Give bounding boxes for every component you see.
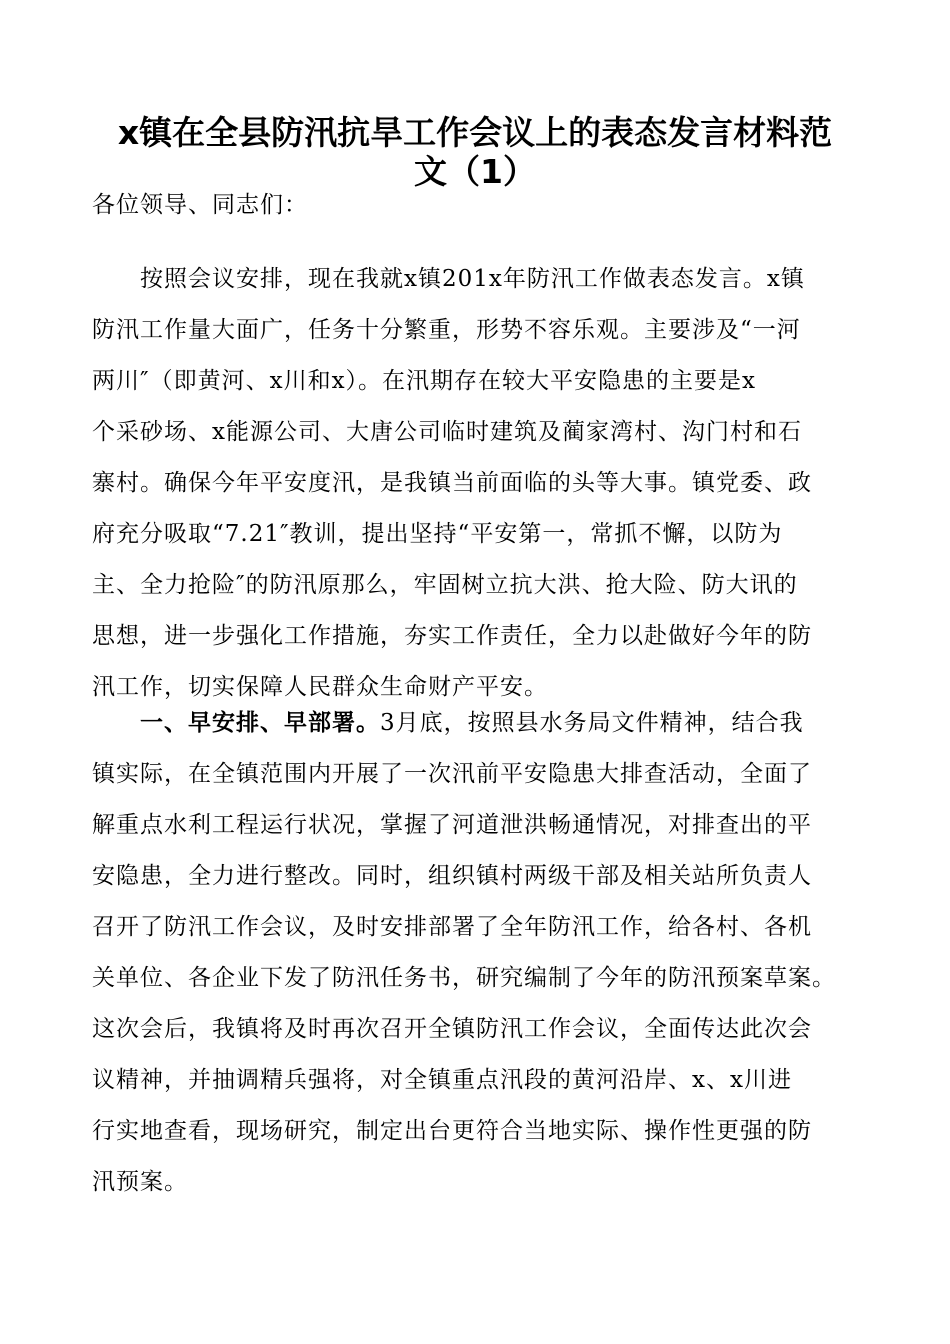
paragraph-1-line: 主、全力抢险″的防汛原那么，牢固树立抗大洪、抢大险、防大讯的 — [92, 572, 798, 598]
paragraph-1-line: 寨村。确保今年平安度汛，是我镇当前面临的头等大事。镇党委、政 — [92, 470, 812, 496]
paragraph-2-first-line-text: 3月底，按照县水务局文件精神，结合我 — [380, 710, 804, 736]
paragraph-2-line: 议精神，并抽调精兵强将，对全镇重点汛段的黄河沿岸、x、x川进 — [92, 1067, 792, 1093]
document-title-line-1: x镇在全县防汛抗旱工作会议上的表态发言材料范 — [117, 113, 833, 152]
paragraph-2-first-line — [92, 698, 872, 749]
paragraph-1-line: 两川″（即黄河、x川和x）。在汛期存在较大平安隐患的主要是x — [92, 368, 757, 394]
paragraph-2-line: 镇实际，在全镇范围内开展了一次汛前平安隐患大排查活动，全面了 — [92, 761, 812, 787]
paragraph-2-line: 召开了防汛工作会议，及时安排部署了全年防汛工作，给各村、各机 — [92, 914, 812, 940]
greeting: 各位领导、同志们： — [92, 192, 308, 218]
document-title-line-2: 文（1） — [414, 152, 536, 191]
paragraph-1 — [92, 254, 872, 713]
paragraph-2 — [92, 698, 872, 1208]
paragraph-1-line: 府充分吸取“7.21″教训，提出坚持“平安第一，常抓不懈，以防为 — [92, 521, 783, 547]
paragraph-2-line: 行实地查看，现场研究，制定出台更符合当地实际、操作性更强的防 — [92, 1118, 812, 1144]
paragraph-2-line: 汛预案。 — [92, 1169, 188, 1195]
paragraph-2-line: 关单位、各企业下发了防汛任务书，研究编制了今年的防汛预案草案。 — [92, 965, 836, 991]
paragraph-2-line: 这次会后，我镇将及时再次召开全镇防汛工作会议，全面传达此次会 — [92, 1016, 812, 1042]
paragraph-2-line: 解重点水利工程运行状况，掌握了河道泄洪畅通情况，对排查出的平 — [92, 812, 812, 838]
paragraph-1-line: 个采砂场、x能源公司、大唐公司临时建筑及蔺家湾村、沟门村和石 — [92, 419, 802, 445]
paragraph-2-line: 安隐患，全力进行整改。同时，组织镇村两级干部及相关站所负责人 — [92, 863, 812, 889]
paragraph-1-line: 防汛工作量大面广，任务十分繁重，形势不容乐观。主要涉及“一河 — [92, 317, 801, 343]
paragraph-1-line: 按照会议安排，现在我就x镇201x年防汛工作做表态发言。x镇 — [92, 266, 805, 292]
paragraph-1-line: 汛工作，切实保障人民群众生命财产平安。 — [92, 674, 548, 700]
section-heading: 一、早安排、早部署。 — [140, 710, 380, 736]
paragraph-1-line: 思想，进一步强化工作措施，夯实工作责任，全力以赴做好今年的防 — [92, 623, 812, 649]
